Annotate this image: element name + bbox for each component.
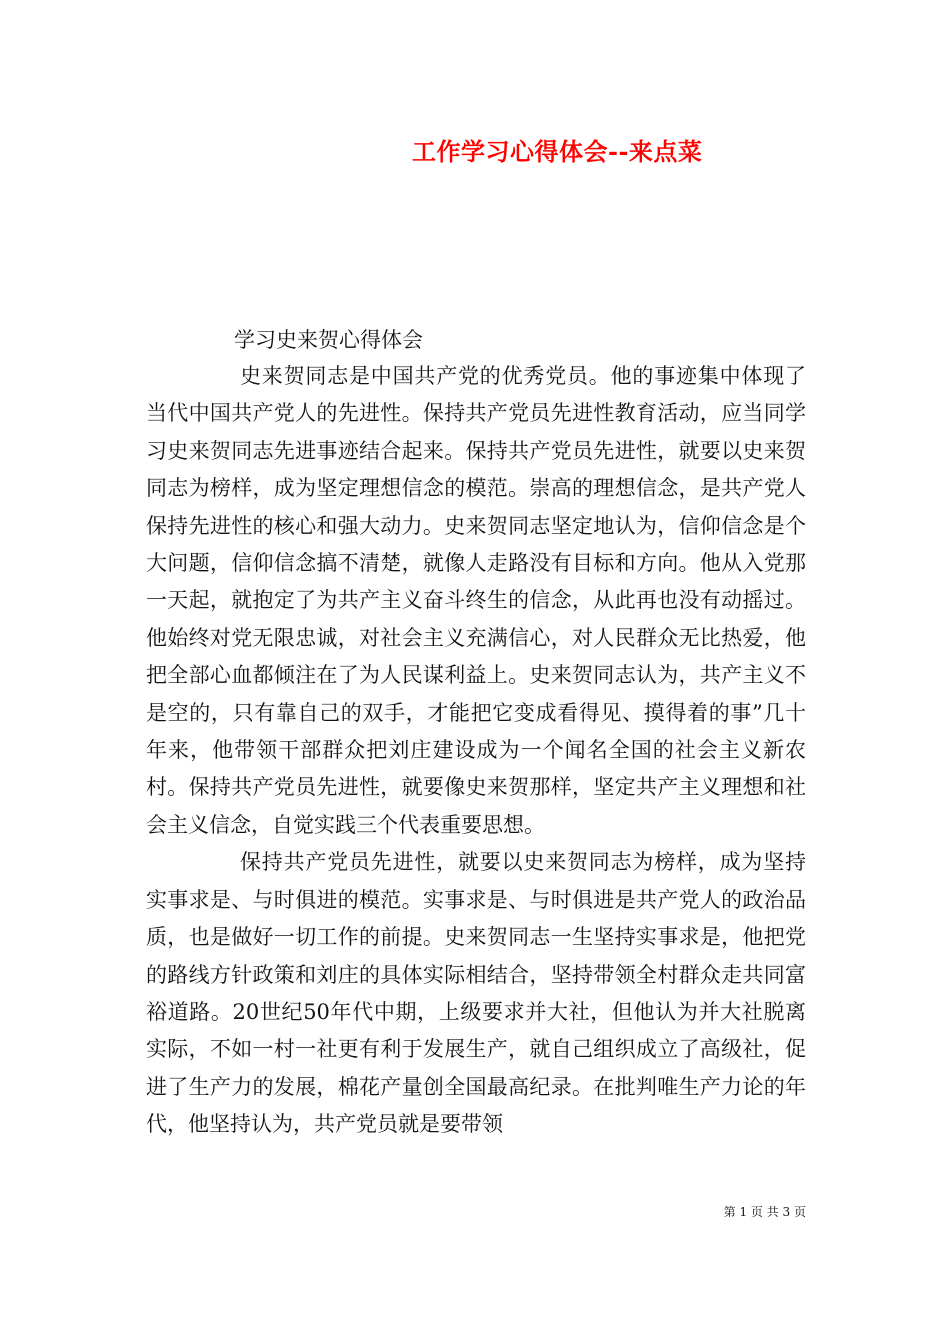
- document-title: 工作学习心得体会--来点菜: [412, 137, 703, 166]
- body-paragraph: 保持共产党员先进性，就要以史来贺同志为榜样，成为坚持实事求是、与时俱进的模范。实事求是、与时俱进是共产党人的政治品质，也是做好一切工作的前提。史来贺同志一生坚持实事求是，他把党的路线方针政策和刘庄的具体实际相结合，坚持带领全村群众走共同富裕道路。20世纪50年代中期，上级要求并大社，但他认为并大社脱离实际，不如一村一社更有利于发展生产，就自己组织成立了高级社，促进了生产力的发展，棉花产量创全国最高纪录。在批判唯生产力论的年代，他坚持认为，共产党员就是要带领: [146, 850, 806, 1137]
- body-paragraph: 史来贺同志是中国共产党的优秀党员。他的事迹集中体现了当代中国共产党人的先进性。保持共产党员先进性教育活动，应当同学习史来贺同志先进事迹结合起来。保持共产党员先进性，就要以史来贺同志为榜样，成为坚定理想信念的模范。崇高的理想信念，是共产党人保持先进性的核心和强大动力。史来贺同志坚定地认为，信仰信念是个大问题，信仰信念搞不清楚，就像人走路没有目标和方向。他从入党那一天起，就抱定了为共产主义奋斗终生的信念，从此再也没有动摇过。他始终对党无限忠诚，对社会主义充满信心，对人民群众无比热爱，他把全部心血都倾注在了为人民谋利益上。史来贺同志认为，共产主义不是空的，只有靠自己的双手，才能把它变成看得见、摸得着的事”几十年来，他带领干部群众把刘庄建设成为一个闻名全国的社会主义新农村。保持共产党员先进性，就要像史来贺那样，坚定共产主义理想和社会主义信念，自觉实践三个代表重要思想。: [146, 364, 806, 837]
- document-body: [146, 358, 806, 1144]
- page-number-footer: 第 1 页 共 3 页: [723, 1205, 806, 1219]
- document-subtitle: 学习史来贺心得体会: [234, 328, 423, 352]
